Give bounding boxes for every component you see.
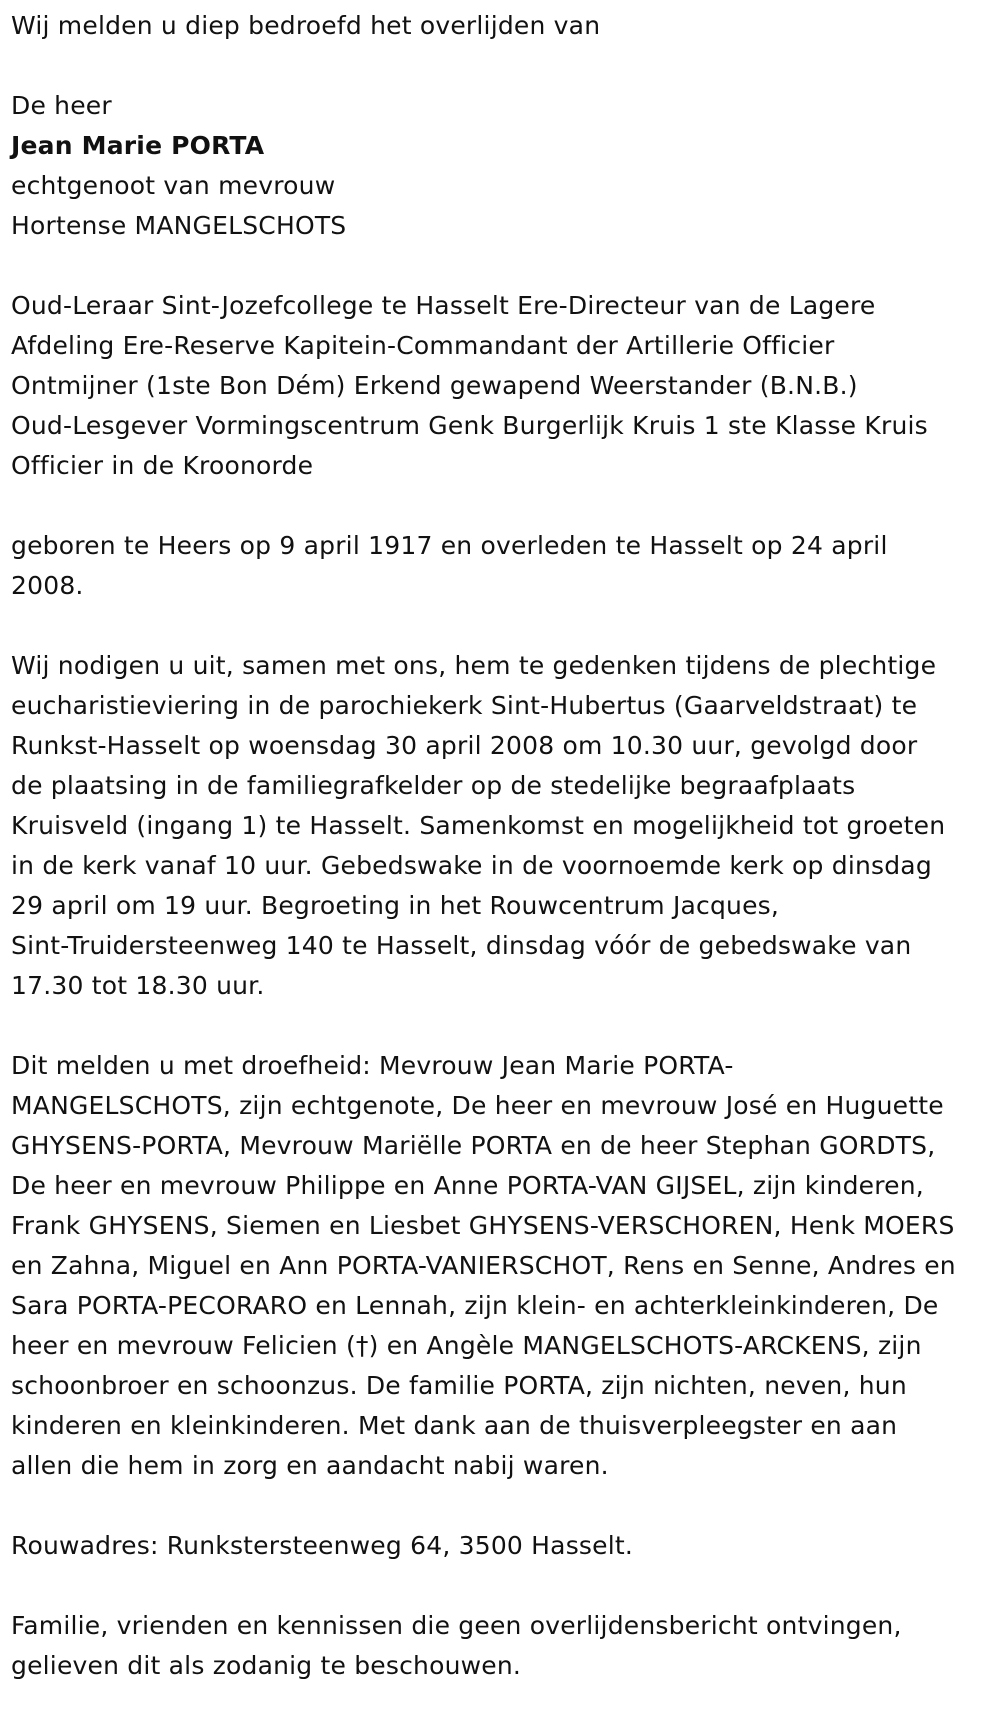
- titles-line: Afdeling Ere-Reserve Kapitein-Commandant der Artillerie Officier: [11, 331, 835, 360]
- titles-paragraph: [11, 286, 985, 486]
- ceremony-line: eucharistieviering in de parochiekerk Sint-Hubertus (Gaarveldstraat) te: [11, 691, 918, 720]
- family-line: heer en mevrouw Felicien (†) en Angèle MANGELSCHOTS-ARCKENS, zijn: [11, 1331, 922, 1360]
- spouse-name: Hortense MANGELSCHOTS: [11, 211, 347, 240]
- spacer: [11, 1486, 985, 1526]
- family-line: en Zahna, Miguel en Ann PORTA-VANIERSCHOT, Rens en Senne, Andres en: [11, 1251, 956, 1280]
- intro-text: Wij melden u diep bedroefd het overlijden van: [11, 11, 601, 40]
- ceremony-line: de plaatsing in de familiegrafkelder op de stedelijke begraafplaats: [11, 771, 856, 800]
- titles-line: Oud-Lesgever Vormingscentrum Genk Burgerlijk Kruis 1 ste Klasse Kruis: [11, 411, 928, 440]
- titles-line: Officier in de Kroonorde: [11, 451, 314, 480]
- birth-death-line: geboren te Heers op 9 april 1917 en overleden te Hasselt op 24 april: [11, 531, 888, 560]
- deceased-name: Jean Marie PORTA: [11, 131, 265, 160]
- ceremony-line: 29 april om 19 uur. Begroeting in het Rouwcentrum Jacques,: [11, 891, 780, 920]
- ceremony-line: in de kerk vanaf 10 uur. Gebedswake in de voornoemde kerk op dinsdag: [11, 851, 932, 880]
- family-line: MANGELSCHOTS, zijn echtgenote, De heer en mevrouw José en Huguette: [11, 1091, 944, 1120]
- ceremony-line: Runkst-Hasselt op woensdag 30 april 2008 om 10.30 uur, gevolgd door: [11, 731, 918, 760]
- spacer: [11, 486, 985, 526]
- family-line: De heer en mevrouw Philippe en Anne PORTA-VAN GIJSEL, zijn kinderen,: [11, 1171, 924, 1200]
- ceremony-line: Kruisveld (ingang 1) te Hasselt. Samenkomst en mogelijkheid tot groeten: [11, 811, 946, 840]
- titles-line: Oud-Leraar Sint-Jozefcollege te Hasselt Ere-Directeur van de Lagere: [11, 291, 876, 320]
- family-line: Frank GHYSENS, Siemen en Liesbet GHYSENS-VERSCHOREN, Henk MOERS: [11, 1211, 955, 1240]
- spacer: [11, 1566, 985, 1606]
- ceremony-line: Sint-Truidersteenweg 140 te Hasselt, dinsdag vóór de gebedswake van: [11, 931, 912, 960]
- closing-line: gelieven dit als zodanig te beschouwen.: [11, 1651, 522, 1680]
- birth-death-line: 2008.: [11, 571, 84, 600]
- titles-line: Ontmijner (1ste Bon Dém) Erkend gewapend Weerstander (B.N.B.): [11, 371, 858, 400]
- ceremony-line: Wij nodigen u uit, samen met ons, hem te gedenken tijdens de plechtige: [11, 651, 937, 680]
- family-line: GHYSENS-PORTA, Mevrouw Mariëlle PORTA en de heer Stephan GORDTS,: [11, 1131, 936, 1160]
- salutation: De heer: [11, 91, 112, 120]
- closing-line: Familie, vrienden en kennissen die geen overlijdensbericht ontvingen,: [11, 1611, 902, 1640]
- spacer: [11, 46, 985, 86]
- spouse-label: echtgenoot van mevrouw: [11, 171, 336, 200]
- birth-death-paragraph: [11, 526, 985, 606]
- ceremony-line: 17.30 tot 18.30 uur.: [11, 971, 265, 1000]
- family-line: Dit melden u met droefheid: Mevrouw Jean Marie PORTA-: [11, 1051, 734, 1080]
- spacer: [11, 246, 985, 286]
- family-line: kinderen en kleinkinderen. Met dank aan de thuisverpleegster en aan: [11, 1411, 898, 1440]
- mourning-address: Rouwadres: Runkstersteenweg 64, 3500 Hasselt.: [11, 1531, 634, 1560]
- ceremony-paragraph: [11, 646, 985, 1006]
- spacer: [11, 606, 985, 646]
- death-notice: [0, 6, 985, 1686]
- family-line: allen die hem in zorg en aandacht nabij waren.: [11, 1451, 609, 1480]
- spacer: [11, 1006, 985, 1046]
- family-line: schoonbroer en schoonzus. De familie PORTA, zijn nichten, neven, hun: [11, 1371, 907, 1400]
- closing-paragraph: [11, 1606, 985, 1686]
- family-line: Sara PORTA-PECORARO en Lennah, zijn klein- en achterkleinkinderen, De: [11, 1291, 939, 1320]
- family-paragraph: [11, 1046, 985, 1486]
